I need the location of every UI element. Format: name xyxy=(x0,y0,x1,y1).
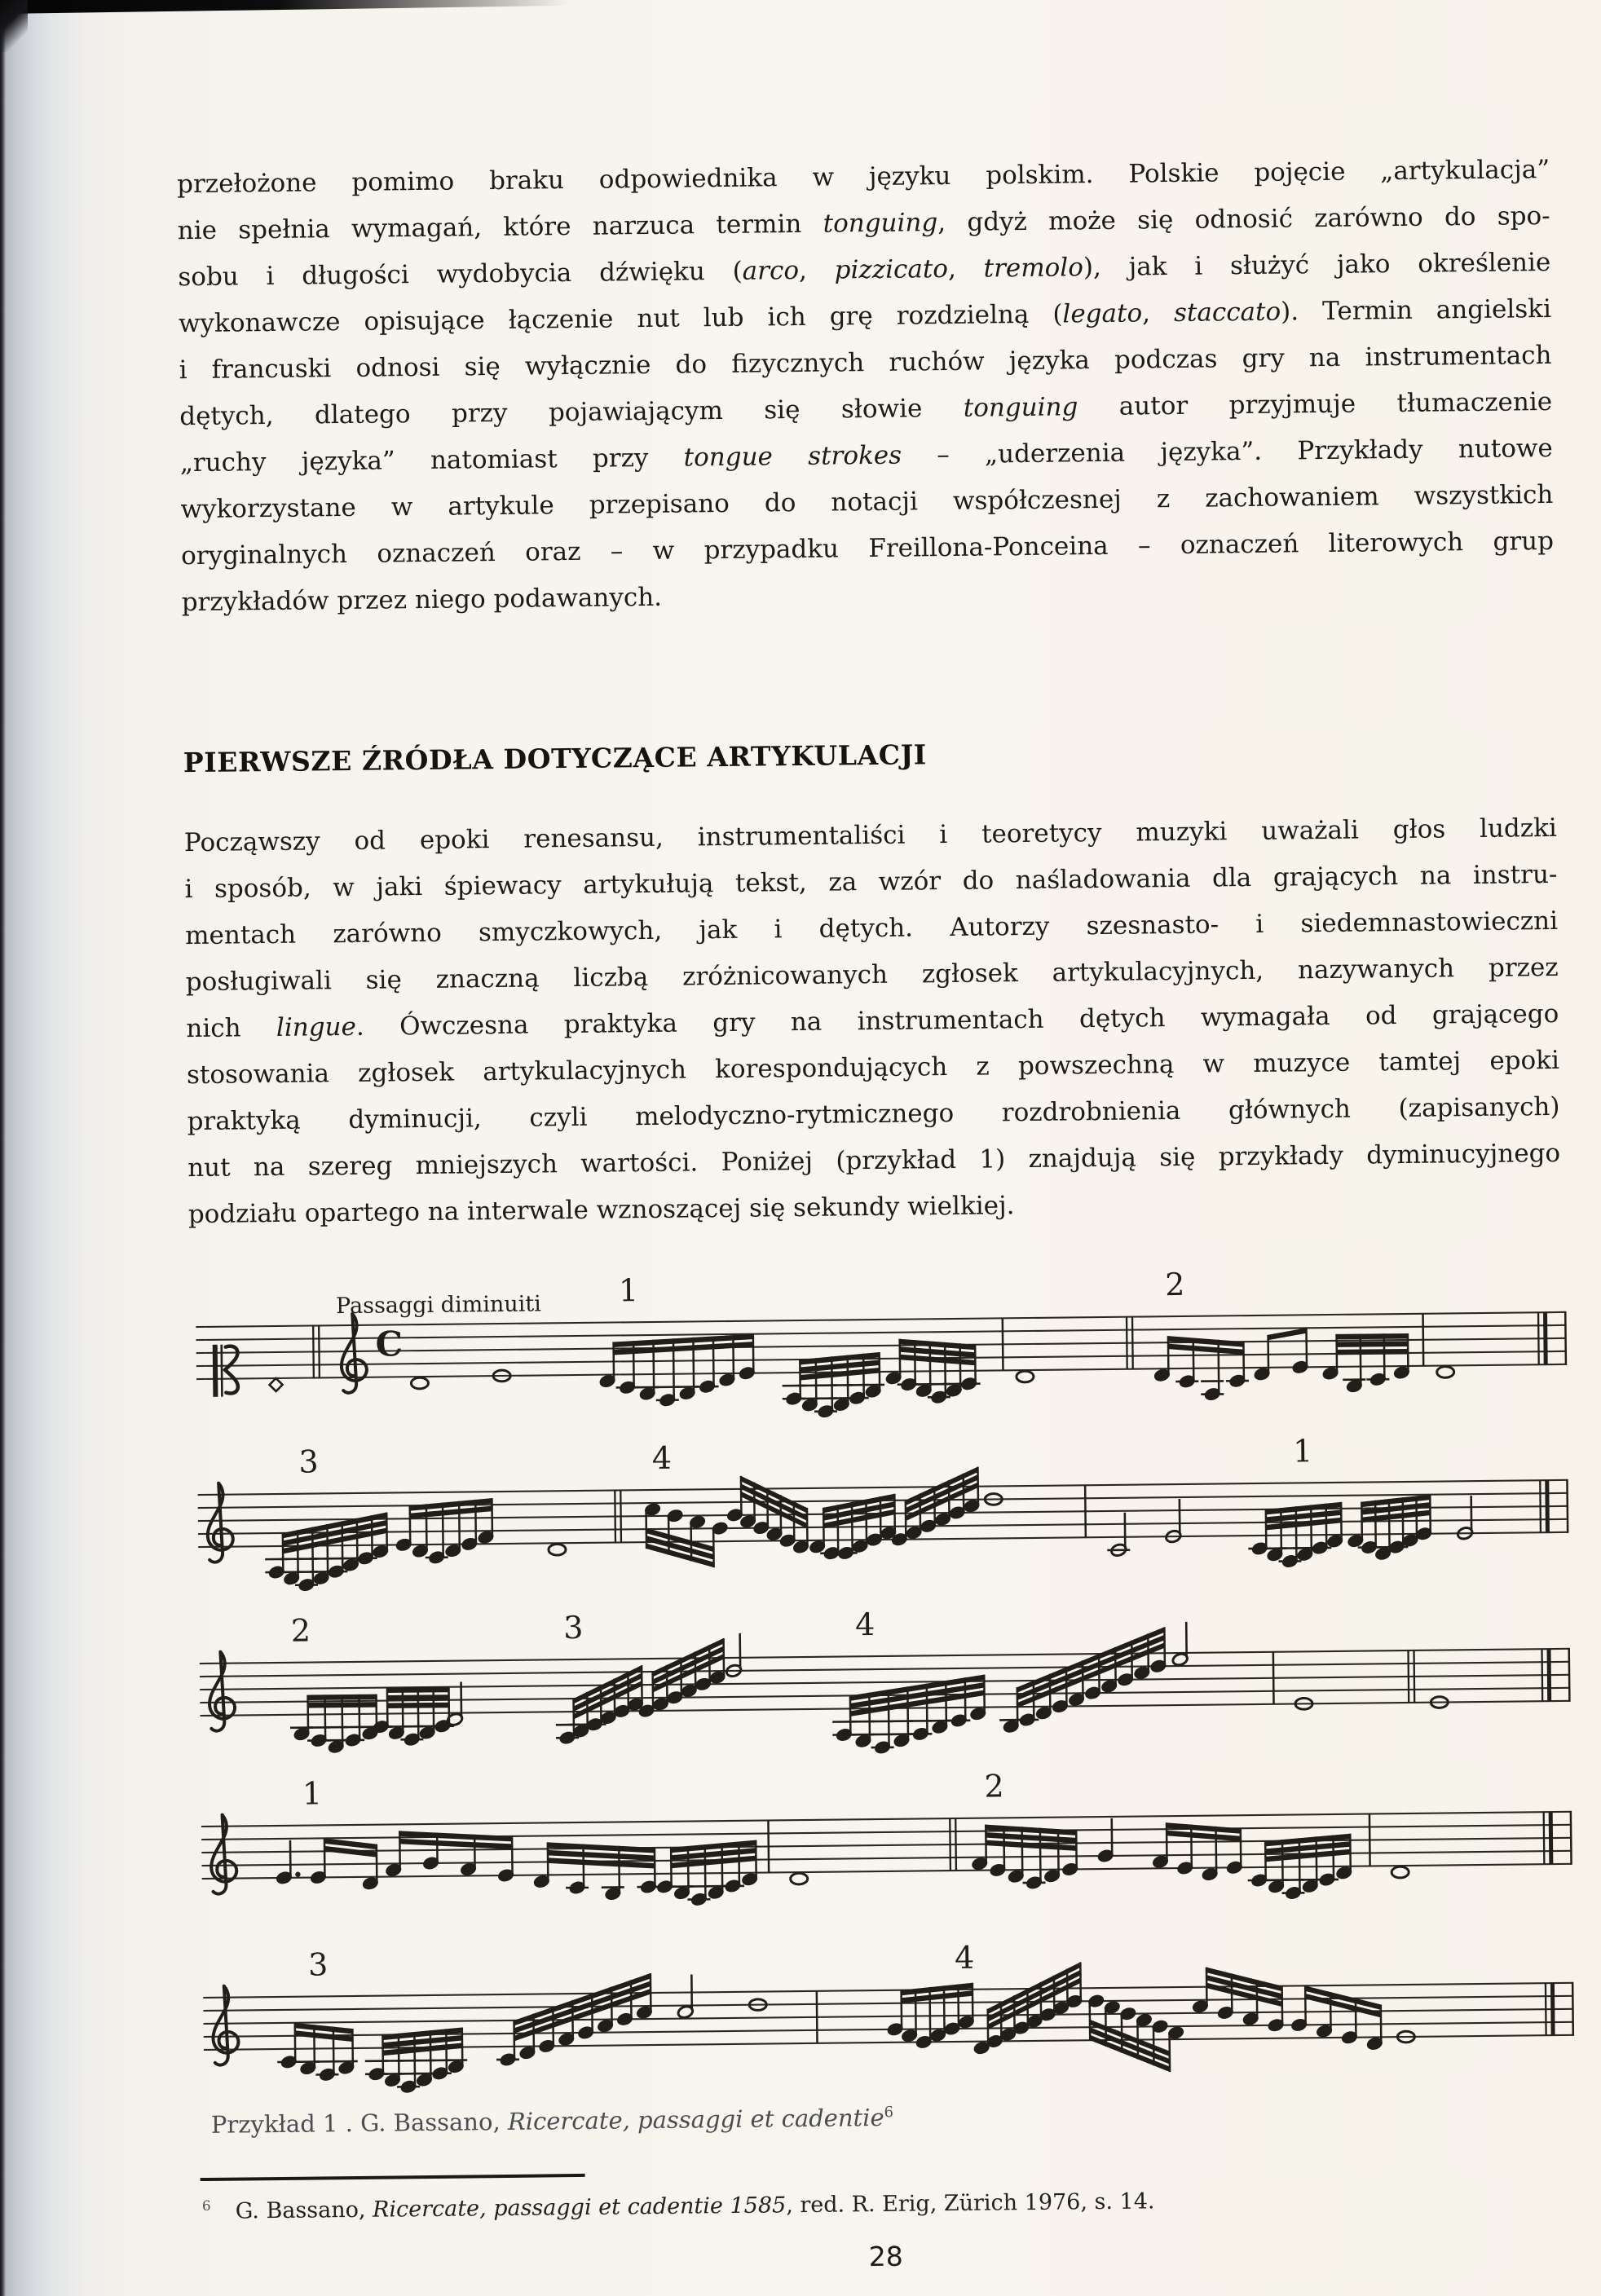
note-stem xyxy=(816,1358,817,1404)
figure-label: Passaggi diminuiti xyxy=(335,1291,541,1320)
text-run: tonguing xyxy=(963,392,1078,423)
staff-line xyxy=(198,1480,1568,1495)
note-stem xyxy=(1326,1504,1327,1546)
note-stem xyxy=(1193,1337,1194,1379)
text-run: i sposób, w jaki śpiewacy artykułują tekst, za wzór do naśladowania dla grających na instru- xyxy=(184,859,1558,905)
note-stem xyxy=(1022,1827,1023,1875)
final-barline xyxy=(1544,1812,1545,1864)
staff-system xyxy=(203,1933,1574,2096)
text-run: ), jak i służyć jako określenie xyxy=(1083,247,1551,283)
barline xyxy=(817,1991,818,2043)
footnote xyxy=(202,2184,1506,2224)
staff-edge xyxy=(1571,1811,1572,1865)
note-run xyxy=(364,2027,467,2094)
note-run xyxy=(832,1675,987,1756)
note-stem xyxy=(863,1354,864,1396)
section-heading: PIERWSZE ŹRÓDŁA DOTYCZĄCE ARTYKULACJI xyxy=(183,738,928,779)
beam xyxy=(1337,1341,1408,1346)
staff-line xyxy=(200,1649,1569,1664)
text-run: Począwszy od epoki renesansu, instrumentaliści i teoretycy muzyki uważali głos ludzki xyxy=(183,813,1558,858)
note-stem xyxy=(960,1343,961,1389)
note-stem xyxy=(838,1505,839,1551)
final-barline xyxy=(1538,1312,1539,1364)
page-number: 28 xyxy=(868,2240,903,2273)
text-run: staccato xyxy=(1173,297,1281,328)
text-run: nie spełnia wymagań, które narzuca termin xyxy=(177,209,823,246)
staff-system xyxy=(201,1762,1572,1912)
note-stem xyxy=(713,1336,714,1385)
note-run xyxy=(1087,1993,1185,2073)
beam xyxy=(387,1694,449,1700)
common-time-icon: C xyxy=(375,1324,404,1364)
note-stem xyxy=(848,1355,849,1404)
final-barline xyxy=(1549,1812,1554,1864)
text-run: przełożone pomimo braku odpowiednika w języku polskim. Polskie pojęcie „artykulacja” xyxy=(176,154,1550,200)
section-number: 1 xyxy=(618,1272,639,1309)
double-barline xyxy=(1414,1650,1415,1703)
note-stem xyxy=(475,1500,476,1542)
note-stem xyxy=(869,1693,870,1739)
barline xyxy=(1085,1485,1086,1537)
whole-note xyxy=(1392,1866,1409,1878)
text-run: stosowania zgłosek artykulacyjnych korespondujących z powszechną w muzyce tamtej epoki xyxy=(186,1045,1560,1091)
note-run xyxy=(369,1687,454,1747)
beam xyxy=(387,1687,449,1693)
text-run: pizzicato xyxy=(834,253,949,285)
section-number: 1 xyxy=(302,1775,323,1812)
double-barline xyxy=(313,1325,314,1377)
text-run: nut na szereg mniejszych wartości. Poniżej (przykład 1) znajdują się przykłady dyminucyjnego xyxy=(187,1138,1561,1183)
note-run xyxy=(637,1638,726,1718)
note-stem xyxy=(325,1694,326,1739)
staff-edge xyxy=(1572,1982,1573,2036)
section-number: 3 xyxy=(307,1946,329,1983)
note-stem xyxy=(1384,1333,1385,1377)
text-run: autor przyjmuje tłumaczenie xyxy=(1078,386,1553,422)
note-stem xyxy=(930,1341,931,1389)
note-run xyxy=(890,1467,981,1547)
text-run: wykonawcze opisujące łączenie nut lub ich grę rozdzielną ( xyxy=(178,299,1063,339)
note-stem xyxy=(403,1687,404,1731)
text-run: oryginalnych oznaczeń oraz – w przypadku Freillona-Ponceina – oznaczeń literowych grup xyxy=(180,526,1555,571)
staff-line xyxy=(201,1812,1571,1827)
staff-edge xyxy=(1567,1479,1568,1533)
staff-line xyxy=(203,1983,1572,1998)
note-stem xyxy=(430,2030,431,2078)
note-run xyxy=(726,1475,809,1555)
text-run: , xyxy=(798,255,835,285)
note-run xyxy=(598,1334,756,1408)
section-number: 3 xyxy=(562,1609,584,1646)
note-stem xyxy=(1403,1497,1404,1545)
note-stem xyxy=(418,1687,419,1738)
barline xyxy=(1369,1813,1370,1866)
text-run: dętych, dlatego przy pojawiającym się słowie xyxy=(179,393,964,432)
augmentation-dot xyxy=(295,1871,300,1876)
whole-note xyxy=(791,1873,808,1884)
paragraph-intro xyxy=(177,147,1555,626)
staff-line xyxy=(200,1662,1569,1677)
notation-mark xyxy=(213,1345,218,1397)
beam xyxy=(1337,1349,1408,1355)
text-run: lingue xyxy=(276,1011,357,1042)
text-run: tremolo xyxy=(983,253,1084,284)
beam xyxy=(1337,1333,1408,1339)
staff-system xyxy=(199,1599,1570,1762)
section-number: 4 xyxy=(954,1939,975,1976)
text-run: . Ówczesna praktyka gry na instrumentach dętych wymagała od grającego xyxy=(355,998,1559,1042)
section-number: 2 xyxy=(290,1612,311,1649)
beam xyxy=(1017,1627,1165,1692)
note-stem xyxy=(342,1694,343,1745)
notation-mark xyxy=(222,1345,223,1397)
double-barline xyxy=(319,1325,320,1377)
text-run: legato xyxy=(1062,298,1143,329)
beam xyxy=(308,1694,377,1700)
section-number: 4 xyxy=(854,1606,875,1643)
footnote-marker: 6 xyxy=(201,2197,211,2214)
text-run: Przykład 1 . G. Bassano, xyxy=(210,2107,509,2139)
note-run xyxy=(532,1841,659,1902)
note-stem xyxy=(619,1846,620,1893)
note-stem xyxy=(633,1341,634,1386)
beam xyxy=(1268,1328,1306,1340)
note-stem xyxy=(1058,1829,1059,1875)
paragraph-sources xyxy=(184,805,1561,1238)
note-stem xyxy=(915,1989,916,2034)
text-run: praktyką dyminucji, czyli melodyczno-rytmicznego rozdrobnienia głównych (zapisanych) xyxy=(187,1091,1560,1137)
whole-note xyxy=(549,1544,566,1555)
note-run xyxy=(1151,1822,1243,1882)
note-stem xyxy=(357,1518,358,1563)
note-run xyxy=(265,1512,390,1593)
final-barline xyxy=(1542,1649,1543,1701)
staff-system xyxy=(196,1263,1567,1426)
text-run: , red. R. Erig, Zürich 1976, s. 14. xyxy=(786,2188,1155,2219)
text-run: , xyxy=(947,253,984,284)
note-stem xyxy=(446,2029,447,2071)
text-run: i francuski odnosi się wyłącznie do fizycznych ruchów języka podczas gry na instrumentach xyxy=(179,340,1552,386)
final-barline xyxy=(1545,1480,1550,1532)
text-run: , xyxy=(1141,297,1175,328)
text-run: mentach zarówno smyczkowych, jak i dętych. Autorzy szesnasto- i siedemnastowieczni xyxy=(184,906,1559,951)
staff-edge xyxy=(1569,1648,1570,1702)
note-stem xyxy=(722,1843,723,1891)
text-run: posługiwali się znaczną liczbą zróżnicowanych zgłosek artykulacyjnych, nazywanych przez xyxy=(185,952,1559,998)
note-run xyxy=(1321,1333,1410,1394)
final-barline xyxy=(1540,1480,1541,1532)
music-notation xyxy=(189,1254,1584,2132)
section-number: 2 xyxy=(1165,1266,1185,1303)
footnote-marker: 6 xyxy=(884,2104,894,2122)
note-stem xyxy=(1216,1827,1217,1873)
footnote-separator xyxy=(201,2174,585,2181)
barline xyxy=(1423,1314,1424,1366)
note-run xyxy=(1290,1985,1383,2051)
beam xyxy=(387,1703,449,1708)
note-stem xyxy=(342,1521,343,1570)
whole-note xyxy=(1437,1367,1454,1378)
note-run xyxy=(496,1973,654,2067)
text-run: tonguing xyxy=(823,208,938,239)
note-stem xyxy=(852,1502,853,1551)
note-stem xyxy=(333,2027,334,2073)
note-run xyxy=(1347,1495,1433,1562)
text-run: Ricercate, passaggi et cadentie xyxy=(507,2103,884,2135)
note-stem xyxy=(1375,1501,1376,1546)
note-run xyxy=(782,1352,884,1419)
section-number: 2 xyxy=(984,1768,1004,1805)
text-run: podziału opartego na interwale wznoszącej się sekundy wielkiej. xyxy=(187,1191,1015,1230)
note-stem xyxy=(1333,1835,1334,1878)
staff-line xyxy=(201,1851,1571,1866)
section-number: 3 xyxy=(298,1443,319,1480)
text-run: ). Termin angielski xyxy=(1280,293,1552,327)
double-barline xyxy=(1132,1317,1133,1369)
final-barline xyxy=(1543,1312,1548,1364)
barline xyxy=(768,1820,769,1872)
staff-edge xyxy=(1565,1311,1566,1365)
whole-note xyxy=(411,1377,428,1389)
note-run xyxy=(555,1665,645,1745)
note-stem xyxy=(927,1684,928,1733)
final-barline xyxy=(1550,1983,1555,2035)
note-stem xyxy=(866,1500,867,1545)
note-stem xyxy=(1191,1825,1192,1866)
note-run xyxy=(277,2022,358,2082)
text-run: Ricercate, passaggi et cadentie 1585 xyxy=(372,2192,787,2223)
note-stem xyxy=(944,1985,945,2034)
barline xyxy=(1273,1652,1274,1704)
note-run xyxy=(644,1501,729,1568)
note-stem xyxy=(958,1985,959,2027)
text-run: – „uderzenia języka”. Przykłady nutowe xyxy=(901,433,1553,470)
diamond-note xyxy=(269,1378,282,1391)
note-stem xyxy=(314,2025,315,2066)
final-barline xyxy=(1547,1649,1552,1701)
note-stem xyxy=(1003,1826,1004,1868)
text-run: przykładów przez niego podawanych. xyxy=(181,582,663,618)
beam xyxy=(308,1702,377,1708)
note-run xyxy=(290,1694,382,1755)
text-run: sobu i długości wydobycia dźwięku ( xyxy=(178,256,743,293)
whole-note xyxy=(1017,1371,1034,1382)
note-stem xyxy=(1282,1840,1283,1885)
staff-system xyxy=(197,1430,1568,1593)
section-number: 1 xyxy=(1292,1433,1313,1470)
double-barline xyxy=(955,1818,956,1871)
note-stem xyxy=(688,1846,689,1892)
section-number: 4 xyxy=(651,1439,673,1476)
note-stem xyxy=(426,1504,427,1549)
text-run: arco xyxy=(742,255,800,286)
text-run: G. Bassano, xyxy=(235,2197,373,2224)
note-stem xyxy=(459,1501,460,1549)
note-stem xyxy=(733,1335,734,1378)
note-stem xyxy=(359,1694,360,1739)
text-run: wykorzystane w artykule przepisano do notacji współczesnej z zachowaniem wszystkich xyxy=(180,479,1554,525)
note-stem xyxy=(1416,1496,1417,1538)
text-run: , gdyż może się odnosić zarówno do spo- xyxy=(937,201,1550,238)
double-barline xyxy=(620,1490,621,1542)
text-run: nich xyxy=(186,1012,277,1044)
text-run: „ruchy języka” natomiast przy xyxy=(179,443,684,478)
text-run: tongue strokes xyxy=(683,440,902,473)
note-stem xyxy=(1311,1505,1312,1553)
staff-line xyxy=(202,1864,1572,1879)
